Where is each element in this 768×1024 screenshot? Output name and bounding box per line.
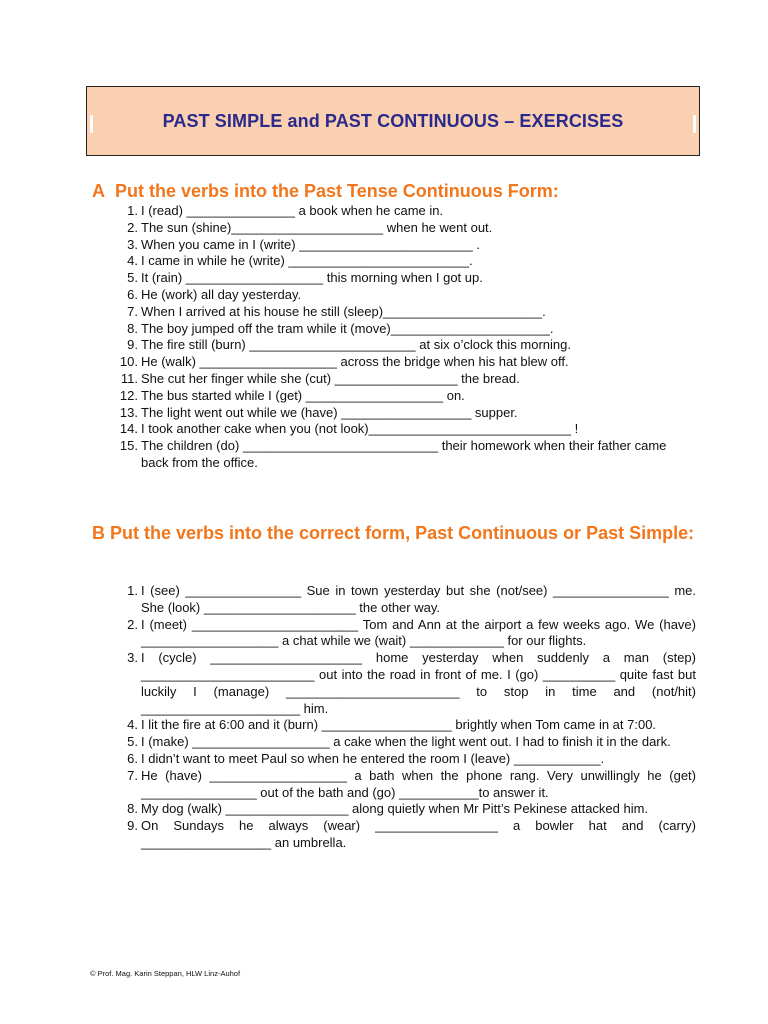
section-a-exercise-item xyxy=(116,421,676,438)
exercise-text: He (work) all day yesterday. xyxy=(141,286,302,302)
exercise-text: The bus started while I (get) ___________________ on. xyxy=(141,387,465,403)
exercise-text: I (cycle) _____________________ home yesterday when suddenly a man (step) ________________________ out into the road in front of me. I (go) __________ quite fast but luckily I (manage) ________________________ to stop in time and (not/hit) ______________________ him. xyxy=(141,650,696,716)
exercise-number: 8. xyxy=(127,801,138,817)
section-b-exercise-item xyxy=(116,751,696,768)
exercise-text: My dog (walk) _________________ along quietly when Mr Pitt’s Pekinese attacked him. xyxy=(141,801,649,817)
exercise-number: 6. xyxy=(127,286,138,302)
exercise-number: 3. xyxy=(127,650,138,666)
section-a-heading xyxy=(92,181,559,202)
exercise-number: 5. xyxy=(127,734,138,750)
exercise-number: 14. xyxy=(119,421,138,437)
section-a-heading-text: Put the verbs into the Past Tense Continuous Form: xyxy=(115,181,559,201)
exercise-text: I (meet) _______________________ Tom and Ann at the airport a few weeks ago. We (have) ___________________ a chat while we (wait) _____________ for our flights. xyxy=(141,616,696,649)
exercise-text: When I arrived at his house he still (sleep)______________________. xyxy=(141,303,546,319)
page-title: PAST SIMPLE and PAST CONTINUOUS – EXERCISES xyxy=(162,110,624,131)
exercise-number: 15. xyxy=(119,438,138,454)
exercise-text: The light went out while we (have) __________________ supper. xyxy=(141,404,518,420)
exercise-text: I came in while he (write) _________________________. xyxy=(141,253,473,269)
section-a-exercise-item xyxy=(116,270,676,287)
exercise-text: He (walk) ___________________ across the bridge when his hat blew off. xyxy=(141,354,569,370)
section-b-heading-text: Put the verbs into the correct form, Past Continuous or Past Simple: xyxy=(110,523,695,543)
exercise-number: 4. xyxy=(127,253,138,269)
exercise-text: I (see) ________________ Sue in town yesterday but she (not/see) ________________ me. She (look) _____________________ the other way. xyxy=(141,583,696,615)
exercise-text: On Sundays he always (wear) _________________ a bowler hat and (carry) __________________ an umbrella. xyxy=(141,818,696,850)
footer-copyright: © Prof. Mag. Karin Steppan, HLW Linz-Auhof xyxy=(90,969,241,978)
section-a-exercise-item xyxy=(116,253,676,270)
exercise-number: 12. xyxy=(119,387,138,403)
section-b-exercise-item xyxy=(116,818,696,852)
section-b-exercise-item xyxy=(116,801,696,818)
exercise-text: The boy jumped off the tram while it (move)______________________. xyxy=(141,320,554,336)
exercise-text: I (read) _______________ a book when he came in. xyxy=(141,203,444,218)
exercise-text: I didn’t want to meet Paul so when he entered the room I (leave) ____________. xyxy=(141,750,605,766)
exercise-number: 7. xyxy=(127,303,138,319)
exercise-text: He (have) ___________________ a bath when the phone rang. Very unwillingly he (get) ________________ out of the bath and (go) ___________to answer it. xyxy=(141,767,696,800)
exercise-text: The fire still (burn) _______________________ at six o’clock this morning. xyxy=(141,337,571,353)
section-b-exercise-item xyxy=(116,650,696,717)
exercise-number: 10. xyxy=(119,354,138,370)
exercise-text: I (make) ___________________ a cake when the light went out. I had to finish it in the dark. xyxy=(141,734,671,750)
exercise-number: 11. xyxy=(120,370,138,386)
exercise-text: She cut her finger while she (cut) _________________ the bread. xyxy=(141,370,520,386)
exercise-text: I lit the fire at 6:00 and it (burn) __________________ brightly when Tom came in at 7:00. xyxy=(141,717,657,733)
section-b-exercise-item xyxy=(116,734,696,751)
section-b-letter: B xyxy=(92,523,105,543)
section-a-exercise-item xyxy=(116,371,676,388)
section-b-exercise-list xyxy=(116,583,696,852)
exercise-number: 13. xyxy=(119,404,138,420)
section-b-exercise-item xyxy=(116,617,696,651)
section-a-exercise-item xyxy=(116,287,676,304)
exercise-number: 9. xyxy=(127,337,138,353)
exercise-text: I took another cake when you (not look)____________________________ ! xyxy=(141,421,579,437)
section-a-exercise-item xyxy=(116,438,676,472)
exercise-number: 2. xyxy=(127,616,138,632)
title-right-marker xyxy=(693,115,696,133)
section-a-exercise-item xyxy=(116,203,676,220)
section-a-exercise-item xyxy=(116,388,676,405)
section-a-exercise-item xyxy=(116,337,676,354)
exercise-number: 8. xyxy=(127,320,138,336)
exercise-number: 6. xyxy=(127,750,138,766)
section-a-exercise-item xyxy=(116,237,676,254)
title-box xyxy=(86,86,700,156)
exercise-number: 7. xyxy=(127,767,138,783)
exercise-number: 5. xyxy=(127,270,138,286)
section-a-exercise-item xyxy=(116,304,676,321)
exercise-text: When you came in I (write) ________________________ . xyxy=(141,236,480,252)
section-a-exercise-list xyxy=(116,203,676,472)
exercise-text: The children (do) ___________________________ their homework when their father came back from the office. xyxy=(141,438,667,470)
section-b-heading xyxy=(92,522,697,544)
section-a-exercise-item xyxy=(116,220,676,237)
exercise-number: 1. xyxy=(127,583,138,598)
section-a-exercise-item xyxy=(116,354,676,371)
section-a-exercise-item xyxy=(116,321,676,338)
exercise-number: 3. xyxy=(127,236,138,252)
exercise-number: 2. xyxy=(127,219,138,235)
exercise-number: 4. xyxy=(127,717,138,733)
exercise-number: 1. xyxy=(127,203,138,218)
section-b-exercise-item xyxy=(116,583,696,617)
section-a-exercise-item xyxy=(116,405,676,422)
exercise-text: The sun (shine)_____________________ when he went out. xyxy=(141,219,493,235)
exercise-text: It (rain) ___________________ this morning when I got up. xyxy=(141,270,483,286)
section-b-exercise-item xyxy=(116,717,696,734)
section-b-exercise-item xyxy=(116,768,696,802)
exercise-number: 9. xyxy=(127,818,138,834)
title-left-marker xyxy=(90,115,93,133)
section-a-letter: A xyxy=(92,181,105,201)
